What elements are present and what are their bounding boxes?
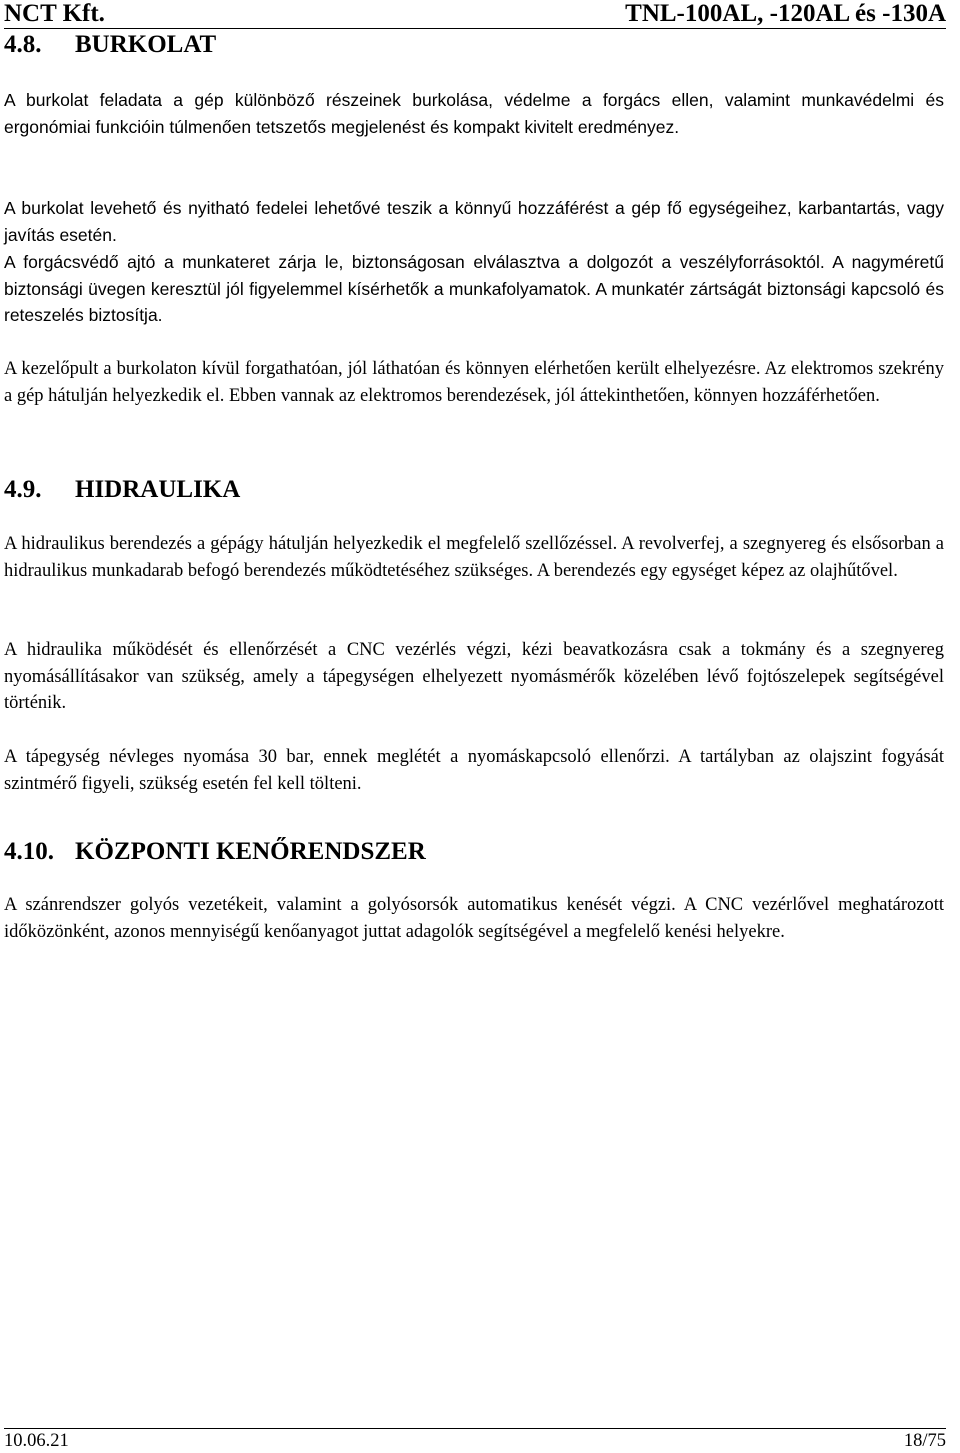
section-number: 4.9. [4,476,42,503]
page-number: 18/75 [903,1431,946,1451]
section-heading-burkolat [4,30,216,60]
section-heading-kenorendszer [4,837,426,867]
header-company: NCT Kft. [4,0,105,27]
page-footer [4,1428,946,1453]
section-number: 4.8. [4,31,42,58]
paragraph: A forgácsvédő ajtó a munkateret zárja le, biztonságosan elválasztva a dolgozót a veszélyforrásoktól. A nagyméretű biztonsági üvegen keresztül jól figyelemmel kísérhetők a munkafolyamatok. A munkatér zártságát biztonsági kapcsoló és reteszelés biztosítja. [4,252,944,325]
paragraph: A tápegység névleges nyomása 30 bar, ennek meglétét a nyomáskapcsoló ellenőrzi. A tartályban az olajszint fogyását szintmérő figyeli, szükség esetén fel kell tölteni. [4,747,944,794]
section-heading-hidraulika [4,475,240,505]
section-number: 4.10. [4,838,54,865]
paragraph: A burkolat feladata a gép különböző részeinek burkolása, védelme a forgács ellen, valamint munkavédelmi és ergonómiai funkcióin túlmenően tetszetős megjelenést és kompakt kivitelt eredményez. [4,90,944,137]
section-title: BURKOLAT [75,31,217,58]
page-header [4,0,946,29]
header-model: TNL-100AL, -120AL és -130A [625,0,946,27]
footer-date: 10.06.21 [4,1431,69,1451]
paragraph: A burkolat levehető és nyitható fedelei lehetővé teszik a könnyű hozzáférést a gép fő egységeihez, karbantartás, vagy javítás esetén. [4,198,944,245]
paragraph: A hidraulikus berendezés a gépágy hátulján helyezkedik el megfelelő szellőzéssel. A revolverfej, a szegnyereg és elsősorban a hidraulikus munkadarab befogó berendezés működtetéséhez szükséges. A berendezés egy egységet képez az olajhűtővel. [4,534,944,581]
paragraph: A kezelőpult a burkolaton kívül forgathatóan, jól láthatóan és könnyen elérhetően került elhelyezésre. Az elektromos szekrény a gép hátulján helyezkedik el. Ebben vannak az elektromos berendezések, jól áttekinthetően, könnyen hozzáférhetően. [4,359,944,406]
paragraph: A szánrendszer golyós vezetékeit, valamint a golyósorsók automatikus kenését végzi. A CNC vezérlővel meghatározott időközönként, azonos mennyiségű kenőanyagot juttat adagolók segítségével a megfelelő kenési helyekre. [4,895,944,942]
paragraph: A hidraulika működését és ellenőrzését a CNC vezérlés végzi, kézi beavatkozásra csak a tokmány és a szegnyereg nyomásállításakor van szükség, amely a tápegységen elhelyezett nyomásmérők közelében lévő fojtószelepek segítségével történik. [4,640,944,713]
section-title: HIDRAULIKA [75,476,241,503]
section-title: KÖZPONTI KENŐRENDSZER [75,838,426,865]
